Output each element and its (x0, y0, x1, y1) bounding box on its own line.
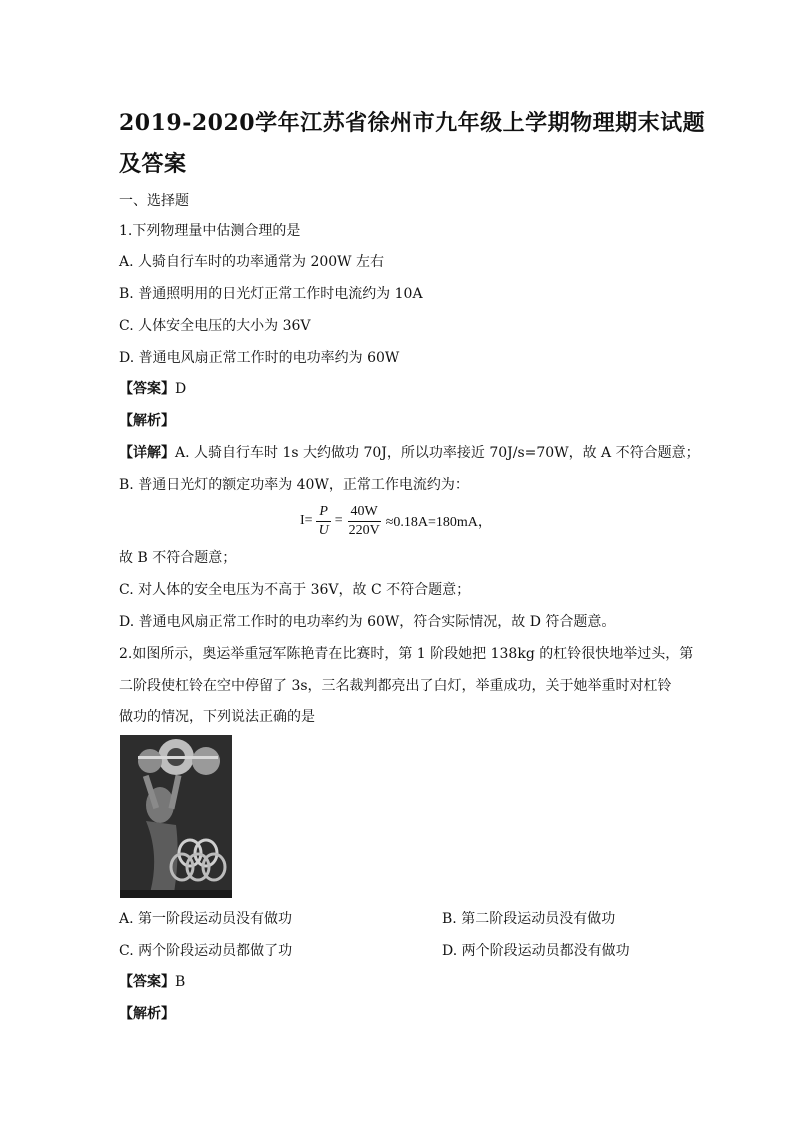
formula-frac2-numerator: 40W (348, 503, 381, 522)
q1-answer-label: 【答案】 (119, 381, 175, 397)
formula-rhs: ≈0.18A=180mA， (385, 515, 492, 530)
formula-frac1-denominator: U (318, 522, 329, 538)
q1-stem: 1.下列物理量中估测合理的是 (119, 223, 301, 239)
q2-stem-line3: 做功的情况，下列说法正确的是 (119, 709, 315, 725)
formula-frac1-numerator: P (316, 503, 331, 522)
q1-detail-a (119, 443, 700, 463)
q1-detail-d: D. 普通电风扇正常工作时的电功率约为 60W，符合实际情况，故 D 符合题意。 (119, 614, 616, 630)
document-title-line1: 2019-2020学年江苏省徐州市九年级上学期物理期末试题 (119, 110, 706, 136)
q1-current-formula (300, 498, 492, 544)
q1-answer (119, 379, 186, 399)
q1-detail-label: 【详解】 (119, 445, 175, 461)
q2-analysis-label: 【解析】 (119, 1006, 175, 1022)
weightlifter-photo (120, 735, 232, 898)
document-title-line2: 及答案 (119, 151, 187, 177)
q1-analysis-label: 【解析】 (119, 413, 175, 429)
q1-answer-value: D (175, 381, 187, 397)
q2-option-d: D. 两个阶段运动员都没有做功 (442, 943, 630, 959)
formula-fraction-pu (316, 503, 332, 540)
q2-stem-line1: 2.如图所示，奥运举重冠军陈艳青在比赛时，第 1 阶段她把 138kg 的杠铃很快地举过头，第 (119, 646, 694, 662)
q1-option-d: D. 普通电风扇正常工作时的电功率约为 60W (119, 350, 400, 366)
formula-lhs: I= (300, 513, 313, 528)
q1-detail-b: B. 普通日光灯的额定功率为 40W，正常工作电流约为： (119, 477, 469, 493)
q1-option-a: A. 人骑自行车时的功率通常为 200W 左右 (119, 254, 385, 270)
q1-detail-b-conclusion: 故 B 不符合题意； (119, 550, 237, 566)
q1-detail-a-text: A. 人骑自行车时 1s 大约做功 70J，所以功率接近 70J/s=70W，故 A 不符合题意； (175, 445, 700, 461)
section-heading: 一、选择题 (119, 193, 189, 209)
weightlifter-photo-graphic (120, 735, 232, 898)
q2-answer (119, 972, 185, 992)
q1-detail-c: C. 对人体的安全电压为不高于 36V，故 C 不符合题意； (119, 582, 471, 598)
formula-fraction-values (346, 503, 383, 540)
q2-stem-line2: 二阶段使杠铃在空中停留了 3s，三名裁判都亮出了白灯，举重成功，关于她举重时对杠铃 (119, 678, 672, 694)
q2-option-a: A. 第一阶段运动员没有做功 (119, 911, 293, 927)
q1-option-b: B. 普通照明用的日光灯正常工作时电流约为 10A (119, 286, 423, 302)
formula-frac2-denominator: 220V (348, 522, 380, 538)
q2-option-b: B. 第二阶段运动员没有做功 (442, 911, 616, 927)
q2-answer-label: 【答案】 (119, 974, 175, 990)
q1-option-c: C. 人体安全电压的大小为 36V (119, 318, 311, 334)
q2-answer-value: B (175, 974, 186, 990)
formula-equals: = (334, 513, 343, 528)
q2-option-c: C. 两个阶段运动员都做了功 (119, 943, 293, 959)
